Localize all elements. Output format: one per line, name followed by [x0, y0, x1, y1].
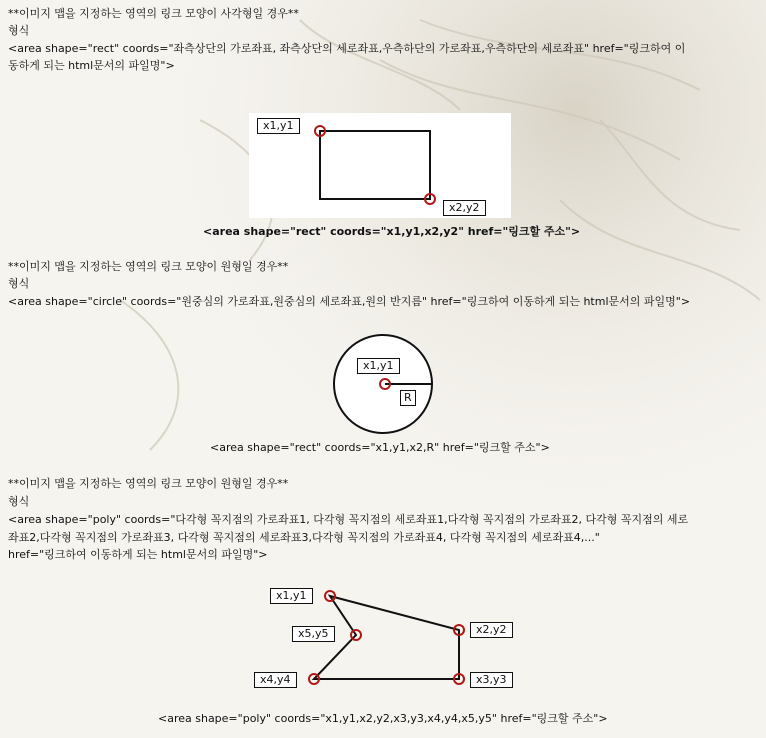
rect-format-label: 형식 — [8, 24, 30, 37]
poly-example: <area shape="poly" coords="x1,y1,x2,y2,x3,y3,x4,y4,x5,y5" href="링크할 주소"> — [158, 712, 608, 725]
circle-syntax-line1: <area shape="circle" coords="원중심의 가로좌표,원중심의 세로좌표,원의 반지름" href="링크하여 이동하게 되는 html문서의 파일명"> — [8, 295, 691, 308]
rect-heading: **이미지 맵을 지정하는 영역의 링크 모양이 사각형일 경우** — [8, 7, 299, 20]
poly-format-label: 형식 — [8, 495, 30, 508]
poly-label-p4: x4,y4 — [254, 672, 297, 688]
poly-label-p3: x3,y3 — [470, 672, 513, 688]
circle-label-radius: R — [400, 390, 416, 406]
poly-syntax-line2: 좌표2,다각형 꼭지점의 가로좌표3, 다각형 꼭지점의 세로좌표3,다각형 꼭지점의 가로좌표4, 다각형 꼭지점의 세로좌표4,..." — [8, 531, 600, 544]
rect-label-p2: x2,y2 — [443, 200, 486, 216]
poly-heading: **이미지 맵을 지정하는 영역의 링크 모양이 원형일 경우** — [8, 477, 289, 490]
poly-syntax-line3: href="링크하여 이동하게 되는 html문서의 파일명"> — [8, 548, 268, 561]
poly-label-p5: x5,y5 — [292, 626, 335, 642]
rect-syntax-line2: 동하게 되는 html문서의 파일명"> — [8, 59, 175, 72]
poly-syntax-line1: <area shape="poly" coords="다각형 꼭지점의 가로좌표1, 다각형 꼭지점의 세로좌표1,다각형 꼭지점의 가로좌표2, 다각형 꼭지점의 세로 — [8, 513, 689, 526]
circle-example: <area shape="rect" coords="x1,y1,x2,R" href="링크할 주소"> — [210, 441, 550, 454]
circle-format-label: 형식 — [8, 277, 30, 290]
poly-shape — [314, 596, 459, 679]
rect-syntax-line1: <area shape="rect" coords="좌측상단의 가로좌표, 좌측상단의 세로좌표,우측하단의 가로좌표,우측하단의 세로좌표" href="링크하여 이 — [8, 42, 686, 55]
poly-label-p2: x2,y2 — [470, 622, 513, 638]
rect-example: <area shape="rect" coords="x1,y1,x2,y2" href="링크할 주소"> — [203, 225, 581, 238]
circle-label-center: x1,y1 — [357, 358, 400, 374]
rect-label-p1: x1,y1 — [257, 118, 300, 134]
circle-heading: **이미지 맵을 지정하는 영역의 링크 모양이 원형일 경우** — [8, 260, 289, 273]
poly-label-p1: x1,y1 — [270, 588, 313, 604]
